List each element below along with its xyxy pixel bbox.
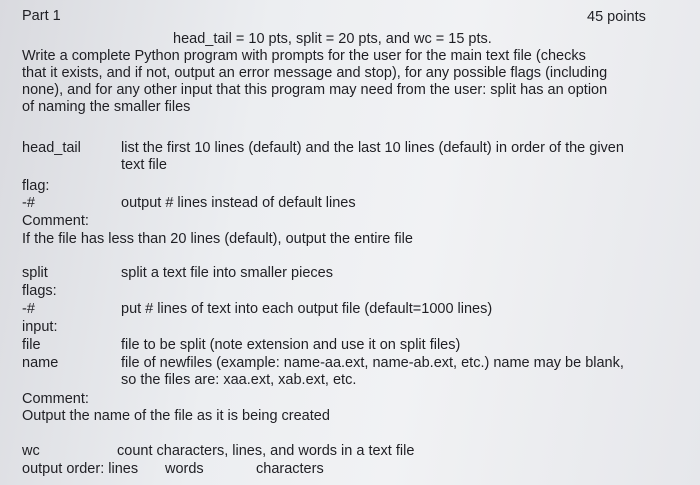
head-tail-comment-label: Comment: (22, 213, 89, 229)
head-tail-term: head_tail (22, 140, 81, 156)
split-comment-label: Comment: (22, 391, 89, 407)
split-file-label: file (22, 337, 41, 353)
split-description: split a text file into smaller pieces (121, 265, 333, 281)
split-input-label: input: (22, 319, 58, 335)
head-tail-description-cont: text file (121, 157, 167, 173)
split-flag-name: -# (22, 301, 35, 317)
wc-description: count characters, lines, and words in a text file (117, 443, 415, 459)
split-name-label: name (22, 355, 59, 371)
instructions-line: of naming the smaller files (22, 99, 191, 115)
instructions-paragraph (22, 48, 682, 116)
part-title: Part 1 (22, 8, 61, 24)
wc-order-characters: characters (256, 461, 324, 477)
scoring-breakdown: head_tail = 10 pts, split = 20 pts, and wc = 15 pts. (173, 31, 492, 47)
head-tail-flag-description: output # lines instead of default lines (121, 195, 356, 211)
split-name-description-cont: so the files are: xaa.ext, xab.ext, etc. (121, 372, 357, 388)
split-flags-label: flags: (22, 283, 57, 299)
split-file-description: file to be split (note extension and use it on split files) (121, 337, 461, 353)
split-flag-description: put # lines of text into each output file (default=1000 lines) (121, 301, 493, 317)
wc-order-words: words (165, 461, 204, 477)
points-total: 45 points (587, 9, 646, 25)
split-name-description: file of newfiles (example: name-aa.ext, name-ab.ext, etc.) name may be blank, (121, 355, 624, 371)
head-tail-flag-name: -# (22, 195, 35, 211)
wc-term: wc (22, 443, 40, 459)
instructions-line: Write a complete Python program with prompts for the user for the main text file (checks (22, 48, 586, 64)
instructions-line: none), and for any other input that this program may need from the user: split has an option (22, 82, 608, 98)
split-term: split (22, 265, 48, 281)
head-tail-description: list the first 10 lines (default) and the last 10 lines (default) in order of the given (121, 140, 624, 156)
split-comment: Output the name of the file as it is being created (22, 408, 330, 424)
wc-output-order: output order: lines (22, 461, 139, 477)
instructions-line: that it exists, and if not, output an error message and stop), for any possible flags (including (22, 65, 608, 81)
head-tail-comment: If the file has less than 20 lines (default), output the entire file (22, 231, 413, 247)
head-tail-flag-label: flag: (22, 178, 50, 194)
